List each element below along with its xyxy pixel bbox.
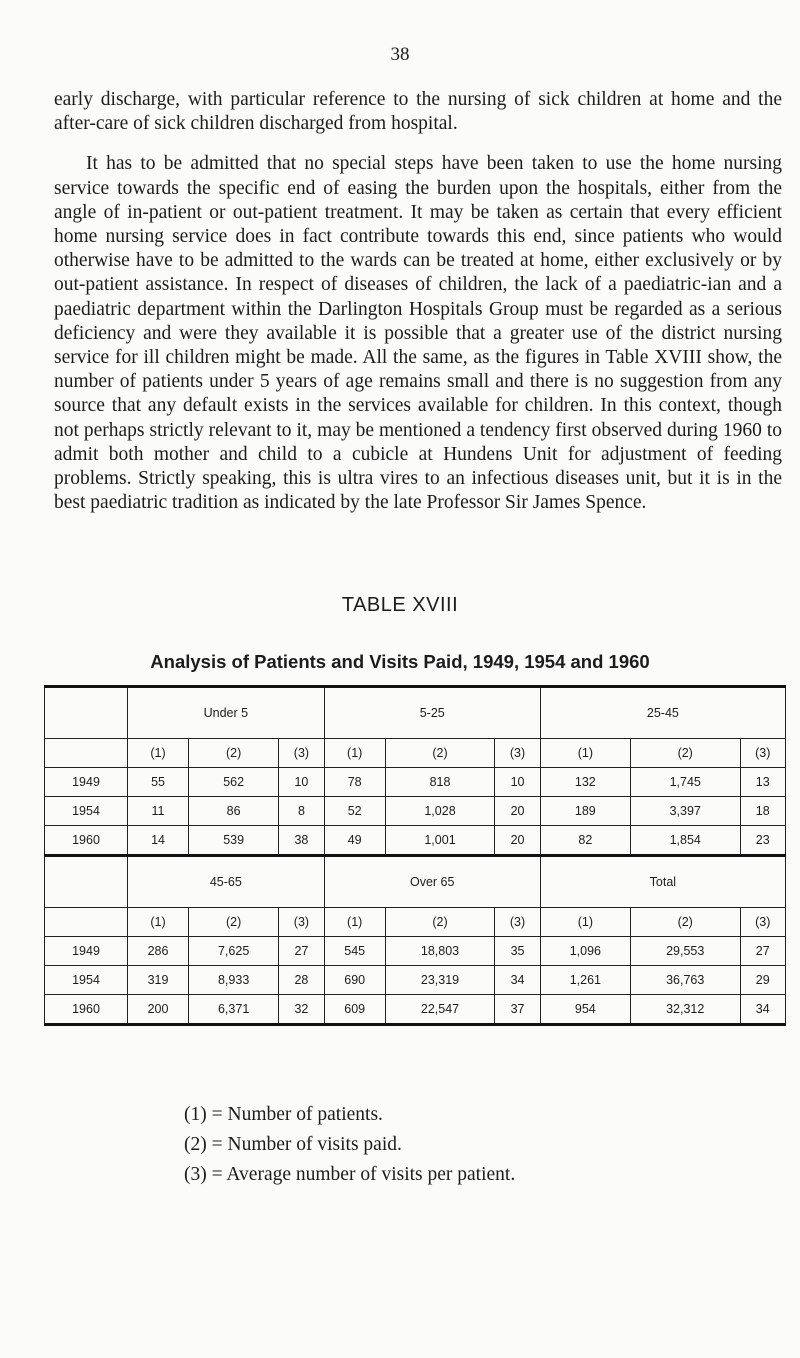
sub-header: (3) xyxy=(495,908,540,937)
legend-item: (3) = Average number of visits per patient. xyxy=(184,1164,516,1185)
data-cell: 20 xyxy=(495,797,540,826)
corner-cell xyxy=(45,739,128,768)
sub-header: (1) xyxy=(128,739,189,768)
sub-header: (1) xyxy=(128,908,189,937)
year-cell: 1960 xyxy=(45,995,128,1025)
paragraph: early discharge, with particular reference to the nursing of sick children at home and the after-care of sick children discharged from hospital. xyxy=(54,89,782,135)
data-cell: 14 xyxy=(128,826,189,856)
sub-header: (1) xyxy=(324,908,385,937)
data-cell: 11 xyxy=(128,797,189,826)
data-cell: 7,625 xyxy=(189,937,279,966)
sub-header: (3) xyxy=(279,739,324,768)
visits-table xyxy=(44,685,786,1026)
data-cell: 200 xyxy=(128,995,189,1025)
group-header: 5-25 xyxy=(324,687,540,739)
data-cell: 36,763 xyxy=(630,966,740,995)
data-cell: 6,371 xyxy=(189,995,279,1025)
year-cell: 1949 xyxy=(45,768,128,797)
data-cell: 27 xyxy=(279,937,324,966)
data-cell: 82 xyxy=(540,826,630,856)
data-cell: 18,803 xyxy=(385,937,495,966)
sub-header: (3) xyxy=(740,739,786,768)
sub-header: (2) xyxy=(630,908,740,937)
year-cell: 1949 xyxy=(45,937,128,966)
sub-header: (2) xyxy=(189,908,279,937)
data-cell: 32 xyxy=(279,995,324,1025)
group-header-row xyxy=(45,856,786,908)
data-cell: 32,312 xyxy=(630,995,740,1025)
data-cell: 10 xyxy=(495,768,540,797)
data-cell: 1,096 xyxy=(540,937,630,966)
data-cell: 189 xyxy=(540,797,630,826)
sub-header: (2) xyxy=(630,739,740,768)
data-cell: 29,553 xyxy=(630,937,740,966)
data-cell: 29 xyxy=(740,966,786,995)
data-cell: 1,854 xyxy=(630,826,740,856)
table-row xyxy=(45,826,786,856)
table-title: TABLE XVIII xyxy=(341,594,459,616)
data-cell: 818 xyxy=(385,768,495,797)
data-cell: 23 xyxy=(740,826,786,856)
group-header: 45-65 xyxy=(128,856,325,908)
data-cell: 1,745 xyxy=(630,768,740,797)
data-cell: 27 xyxy=(740,937,786,966)
data-cell: 319 xyxy=(128,966,189,995)
data-cell: 49 xyxy=(324,826,385,856)
table-row xyxy=(45,797,786,826)
data-cell: 954 xyxy=(540,995,630,1025)
sub-header: (2) xyxy=(385,739,495,768)
data-cell: 20 xyxy=(495,826,540,856)
sub-header: (1) xyxy=(540,739,630,768)
data-cell: 18 xyxy=(740,797,786,826)
group-header: Over 65 xyxy=(324,856,540,908)
body-text xyxy=(54,88,782,531)
data-cell: 1,261 xyxy=(540,966,630,995)
paragraph: It has to be admitted that no special steps have been taken to use the home nursing service towards the specific end of easing the burden upon the hospitals, either from the angle of in-patient or out-patient treatment. It may be taken as certain that every efficient home nursing service does in fact contribute towards this end, since patients who would otherwise have to be admitted to the wards can be treated at home, either exclusively or by out-patient assistance. In respect of diseases of children, the lack of a paediatric-ian and a paediatric department within the Darlington Hospitals Group must be regarded as a serious deficiency and were they available it is possible that a greater use of the district nursing service for ill children might be made. All the same, as the figures in Table XVIII show, the number of patients under 5 years of age remains small and there is no suggestion from any source that any default exists in the services available for children. In this context, though not perhaps strictly relevant to it, may be mentioned a tendency first observed during 1960 to admit both mother and child to a cubicle at Hundens Unit for adjustment of feeding problems. Strictly speaking, this is ultra vires to an infectious diseases unit, but it is in the best paediatric tradition as indicated by the late Professor Sir James Spence. xyxy=(54,153,782,514)
data-cell: 22,547 xyxy=(385,995,495,1025)
legend xyxy=(184,1100,515,1190)
table-subtitle: Analysis of Patients and Visits Paid, 1949, 1954 and 1960 xyxy=(150,651,650,672)
group-header: Under 5 xyxy=(128,687,325,739)
sub-header: (1) xyxy=(324,739,385,768)
data-cell: 52 xyxy=(324,797,385,826)
group-header: Total xyxy=(540,856,785,908)
legend-item: (2) = Number of visits paid. xyxy=(184,1134,402,1155)
table-row xyxy=(45,937,786,966)
data-cell: 86 xyxy=(189,797,279,826)
data-cell: 78 xyxy=(324,768,385,797)
data-cell: 34 xyxy=(740,995,786,1025)
corner-cell xyxy=(45,908,128,937)
sub-header: (3) xyxy=(495,739,540,768)
data-cell: 3,397 xyxy=(630,797,740,826)
table-row xyxy=(45,966,786,995)
sub-header: (3) xyxy=(740,908,786,937)
sub-header: (2) xyxy=(189,739,279,768)
data-cell: 132 xyxy=(540,768,630,797)
legend-item: (1) = Number of patients. xyxy=(184,1104,383,1125)
sub-header-row xyxy=(45,908,786,937)
data-cell: 34 xyxy=(495,966,540,995)
data-cell: 37 xyxy=(495,995,540,1025)
data-cell: 23,319 xyxy=(385,966,495,995)
sub-header: (1) xyxy=(540,908,630,937)
data-cell: 539 xyxy=(189,826,279,856)
data-cell: 1,028 xyxy=(385,797,495,826)
data-cell: 8,933 xyxy=(189,966,279,995)
data-cell: 1,001 xyxy=(385,826,495,856)
data-cell: 8 xyxy=(279,797,324,826)
data-cell: 10 xyxy=(279,768,324,797)
year-cell: 1954 xyxy=(45,966,128,995)
sub-header: (2) xyxy=(385,908,495,937)
corner-cell xyxy=(45,856,128,908)
table-row xyxy=(45,995,786,1025)
sub-header-row xyxy=(45,739,786,768)
page-number: 38 xyxy=(390,44,410,65)
data-cell: 55 xyxy=(128,768,189,797)
data-cell: 545 xyxy=(324,937,385,966)
data-cell: 35 xyxy=(495,937,540,966)
data-cell: 609 xyxy=(324,995,385,1025)
data-cell: 562 xyxy=(189,768,279,797)
group-header-row xyxy=(45,687,786,739)
group-header: 25-45 xyxy=(540,687,785,739)
year-cell: 1954 xyxy=(45,797,128,826)
year-cell: 1960 xyxy=(45,826,128,856)
data-cell: 13 xyxy=(740,768,786,797)
sub-header: (3) xyxy=(279,908,324,937)
table-row xyxy=(45,768,786,797)
data-cell: 286 xyxy=(128,937,189,966)
data-cell: 38 xyxy=(279,826,324,856)
data-cell: 690 xyxy=(324,966,385,995)
corner-cell xyxy=(45,687,128,739)
data-cell: 28 xyxy=(279,966,324,995)
